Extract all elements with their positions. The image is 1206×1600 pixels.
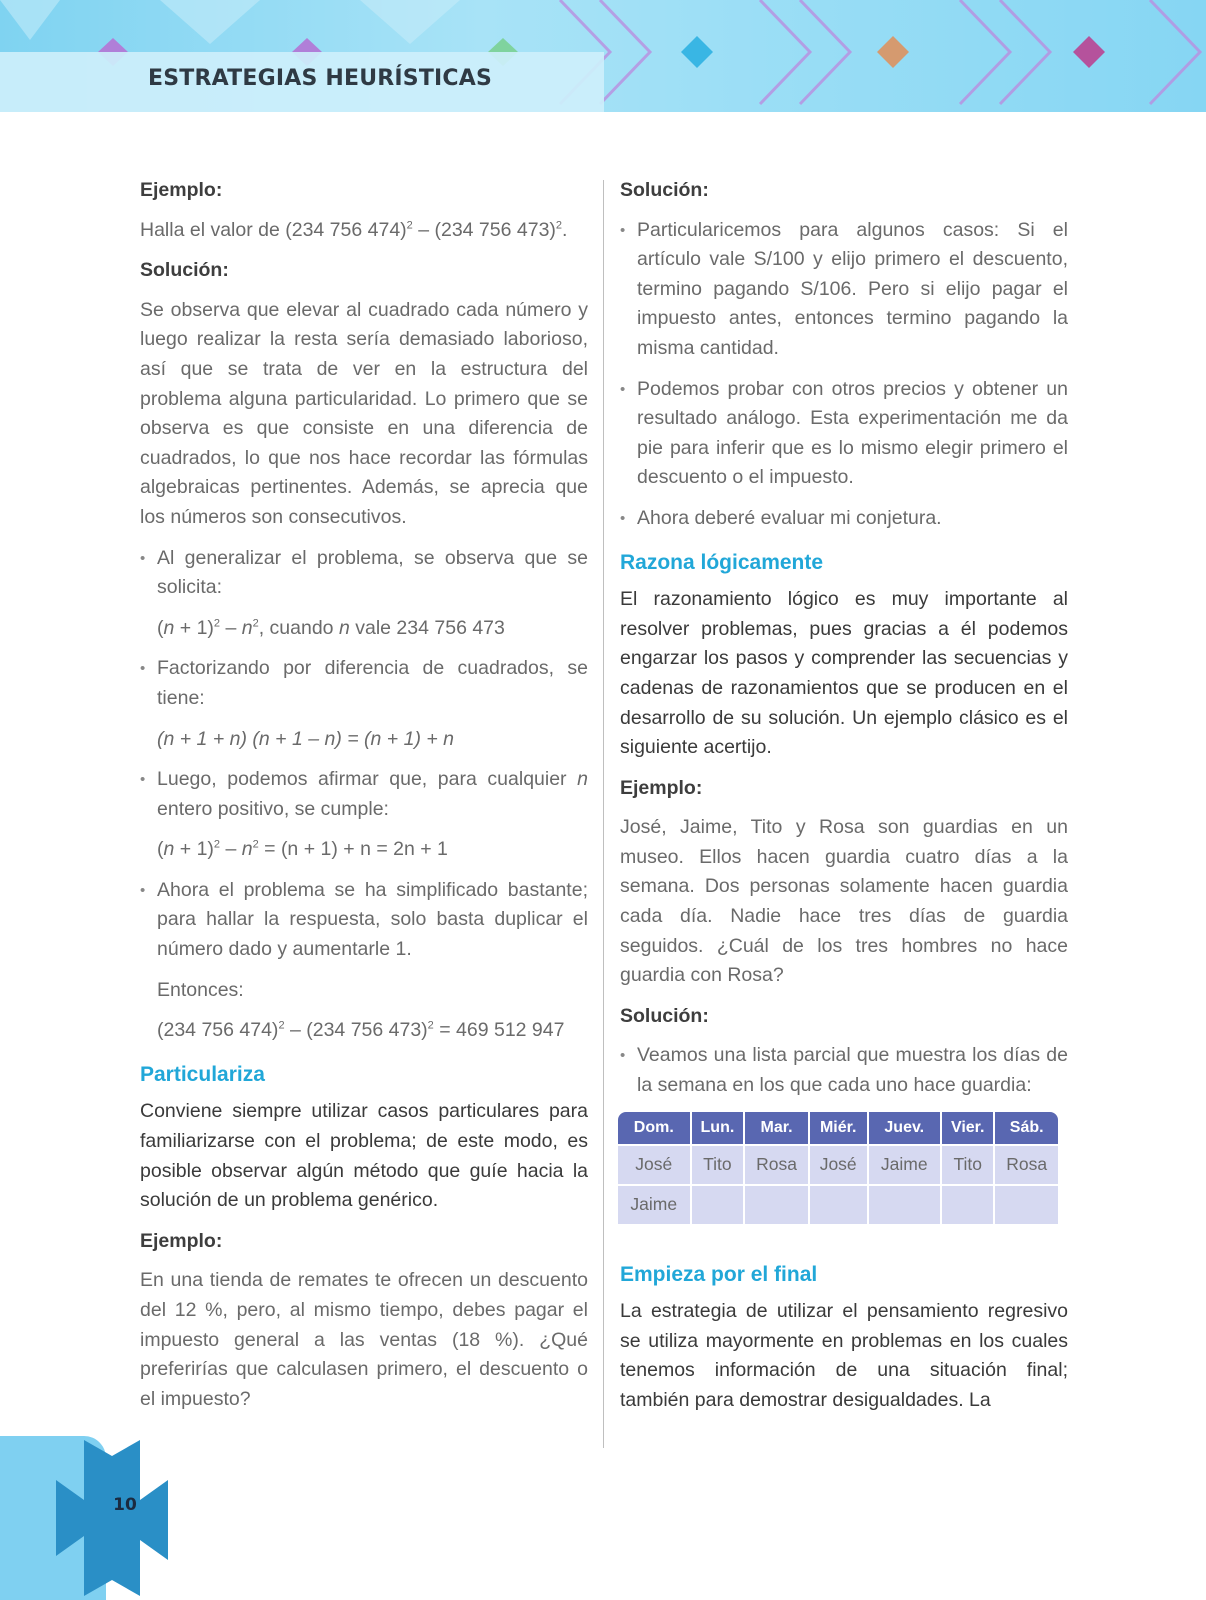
table-cell	[692, 1184, 744, 1224]
section-heading-particulariza: Particulariza	[140, 1062, 265, 1086]
formula-result: (234 756 474)$^2$ – (234 756 473)$^2$ = 469 512 947	[157, 1019, 565, 1042]
table-cell	[995, 1184, 1058, 1224]
list-item: • Veamos una lista parcial que muestra los días de la semana en los que cada uno hace guardia:	[620, 1041, 1068, 1100]
list-item: • Podemos probar con otros precios y obtener un resultado análogo. Esta experimentación me da pie para inferir que es lo mismo elegir primero el descuento o el impuesto.	[620, 375, 1068, 493]
table-cell	[869, 1184, 941, 1224]
page-number: 10	[113, 1495, 137, 1515]
table-cell: José	[618, 1144, 690, 1184]
table-cell: Tito	[692, 1144, 744, 1184]
solution-paragraph: Se observa que elevar al cuadrado cada número y luego realizar la resta sería demasiado laborioso, así que se trata de ver en la estructura del problema alguna particularidad. Lo primero que se observa es que consiste en una diferencia de cuadrados, lo que nos hace recordar las fórmulas algebraicas pertinentes. Además, se aprecia que los números son consecutivos.	[140, 298, 588, 528]
table-header-cell: Sáb.	[995, 1112, 1058, 1144]
table-row	[618, 1184, 1058, 1224]
solution-steps	[140, 544, 588, 603]
entonces-label: Entonces:	[157, 978, 244, 1001]
solution-label: Solución:	[140, 259, 229, 282]
solution-steps	[620, 216, 1068, 534]
example-paragraph: En una tienda de remates te ofrecen un descuento del 12 %, pero, al mismo tiempo, debes pagar el impuesto general a las ventas (18 %). ¿Qué preferirías que calculasen primero, el descuento o el impuesto?	[140, 1269, 588, 1410]
table-cell	[745, 1184, 808, 1224]
table-cell: José	[810, 1144, 867, 1184]
list-item: • Al generalizar el problema, se observa que se solicita:	[140, 544, 588, 603]
example-paragraph: José, Jaime, Tito y Rosa son guardias en un museo. Ellos hacen guardia cuatro días a la semana. Dos personas solamente hacen guardia cada día. Nadie hace tres días de guardia seguidos. ¿Cuál de los tres hombres no hace guardia con Rosa?	[620, 816, 1068, 987]
table-header-cell: Miér.	[810, 1112, 867, 1144]
example-label: Ejemplo:	[140, 179, 223, 201]
table-header-row	[618, 1112, 1058, 1144]
example-label: Ejemplo:	[620, 776, 703, 799]
list-item: • Luego, podemos afirmar que, para cualquier n entero positivo, se cumple:	[140, 765, 588, 824]
example-statement: Halla el valor de (234 756 474)$^2$ – (234 756 473)$^2$.	[140, 218, 568, 241]
diamond-icon	[877, 36, 909, 68]
list-item: • Ahora el problema se ha simplificado bastante; para hallar la respuesta, solo basta duplicar el número dado y aumentarle 1.	[140, 876, 588, 965]
section-heading-razona: Razona lógicamente	[620, 550, 824, 574]
guard-schedule-table	[616, 1112, 1060, 1224]
solution-label: Solución:	[620, 1004, 709, 1027]
table-header-cell: Vier.	[942, 1112, 993, 1144]
table-cell: Rosa	[745, 1144, 808, 1184]
empieza-paragraph: La estrategia de utilizar el pensamiento regresivo se utiliza mayormente en problemas en los cuales tenemos información de una situación final; también para demostrar desigualdades. La	[620, 1300, 1068, 1411]
table-cell	[810, 1184, 867, 1224]
header-banner	[0, 0, 1206, 112]
example-label: Ejemplo:	[140, 1229, 223, 1252]
list-item: • Ahora deberé evaluar mi conjetura.	[620, 504, 1068, 534]
solution-label: Solución:	[620, 179, 709, 201]
formula: $(n + 1)^2 - n^2 = (n + 1) + n = 2n + 1$	[157, 838, 448, 861]
formula: (n + 1 + n) (n + 1 – n) = (n + 1) + n	[157, 727, 455, 750]
table-header-cell: Mar.	[745, 1112, 808, 1144]
table-cell: Tito	[942, 1144, 993, 1184]
list-item: • Factorizando por diferencia de cuadrados, se tiene:	[140, 654, 588, 713]
razona-paragraph: El razonamiento lógico es muy importante al resolver problemas, pues gracias a él podemos engarzar los pasos y comprender las secuencias y cadenas de razonamientos que se producen en el desarrollo de su solución. Un ejemplo clásico es el siguiente acertijo.	[620, 588, 1068, 759]
table-header-cell: Dom.	[618, 1112, 690, 1144]
table-cell: Jaime	[618, 1184, 690, 1224]
table-cell: Rosa	[995, 1144, 1058, 1184]
page-title: ESTRATEGIAS HEURÍSTICAS	[148, 66, 493, 91]
column-divider	[603, 180, 604, 1448]
page-number-tab	[0, 1436, 106, 1600]
table-header-cell: Juev.	[869, 1112, 941, 1144]
table-row	[618, 1144, 1058, 1184]
diamond-icon	[681, 36, 713, 68]
left-column	[140, 176, 588, 1425]
page-badge-shape	[0, 1436, 170, 1600]
diamond-icon	[1073, 36, 1105, 68]
section-heading-empieza: Empieza por el final	[620, 1262, 818, 1286]
table-header-cell: Lun.	[692, 1112, 744, 1144]
table-cell: Jaime	[869, 1144, 941, 1184]
particulariza-paragraph: Conviene siempre utilizar casos particulares para familiarizarse con el problema; de este modo, es posible observar algún método que guíe hacia la solución de un problema genérico.	[140, 1100, 588, 1212]
formula: $(n + 1)^2 - n^2$, cuando n vale 234 756 473	[157, 616, 505, 639]
right-column	[620, 176, 1068, 1427]
list-item: • Particularicemos para algunos casos: Si el artículo vale S/100 y elijo primero el descuento, termino pagando S/106. Pero si elijo pagar el impuesto antes, entonces termino pagando la misma cantidad.	[620, 216, 1068, 364]
table-cell	[942, 1184, 993, 1224]
